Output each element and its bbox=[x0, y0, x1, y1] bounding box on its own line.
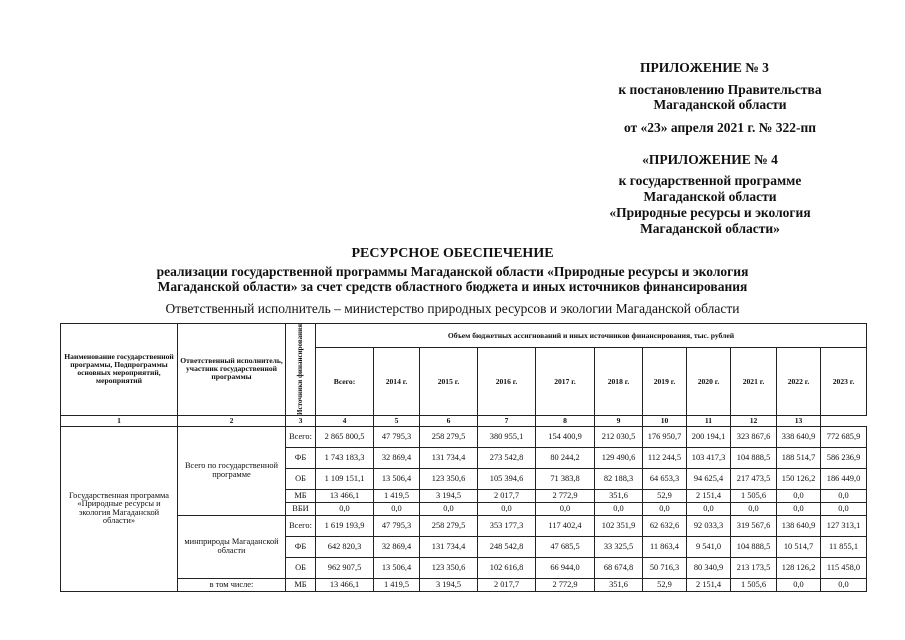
table-row bbox=[61, 426, 867, 447]
value-cell: 80 340,9 bbox=[687, 557, 731, 578]
value-cell: 248 542,8 bbox=[478, 536, 536, 557]
value-cell: 47 795,3 bbox=[374, 515, 420, 536]
col-number: 6 bbox=[420, 415, 478, 426]
value-cell: 188 514,7 bbox=[777, 447, 821, 468]
col-number: 4 bbox=[316, 415, 374, 426]
value-cell: 2 017,7 bbox=[478, 578, 536, 591]
col-number: 12 bbox=[731, 415, 777, 426]
value-cell: 10 514,7 bbox=[777, 536, 821, 557]
col-number: 9 bbox=[595, 415, 643, 426]
value-cell: 3 194,5 bbox=[420, 489, 478, 502]
value-cell: 13 506,4 bbox=[374, 557, 420, 578]
value-cell: 50 716,3 bbox=[643, 557, 687, 578]
col-header-source bbox=[286, 324, 316, 416]
value-cell: 2 017,7 bbox=[478, 489, 536, 502]
value-cell: 586 236,9 bbox=[821, 447, 867, 468]
document-subtitle-2: Магаданской области» за счет средств областного бюджета и иных источников финансирования bbox=[157, 279, 748, 294]
value-cell: 0,0 bbox=[687, 502, 731, 515]
value-cell: 115 458,0 bbox=[821, 557, 867, 578]
value-cell: 62 632,6 bbox=[643, 515, 687, 536]
col-header-year: 2020 г. bbox=[687, 348, 731, 416]
value-cell: 1 419,5 bbox=[374, 489, 420, 502]
value-cell: 138 640,9 bbox=[777, 515, 821, 536]
value-cell: 176 950,7 bbox=[643, 426, 687, 447]
value-cell: 213 173,5 bbox=[731, 557, 777, 578]
date-line: от «23» апреля 2021 г. № 322-пп bbox=[623, 120, 817, 135]
source-cell: Всего: bbox=[286, 426, 316, 447]
source-cell: ВБИ bbox=[286, 502, 316, 515]
value-cell: 0,0 bbox=[595, 502, 643, 515]
program-name-line: «Природные ресурсы и экология bbox=[609, 205, 811, 220]
col-header-executor: Ответственный исполнитель, участник государственной программы bbox=[178, 324, 286, 416]
source-cell: МБ bbox=[286, 489, 316, 502]
table-row bbox=[61, 515, 867, 536]
col-number: 13 bbox=[777, 415, 821, 426]
value-cell: 66 944,0 bbox=[536, 557, 595, 578]
table-row bbox=[61, 578, 867, 591]
col-header-year: 2017 г. bbox=[536, 348, 595, 416]
value-cell: 0,0 bbox=[777, 502, 821, 515]
program-region-line: Магаданской области bbox=[643, 189, 777, 204]
value-cell: 123 350,6 bbox=[420, 468, 478, 489]
document-title: РЕСУРСНОЕ ОБЕСПЕЧЕНИЕ bbox=[351, 246, 554, 261]
col-header-total: Всего: bbox=[316, 348, 374, 416]
value-cell: 0,0 bbox=[374, 502, 420, 515]
executor-ministry-cell: минприроды Магаданской области bbox=[178, 515, 286, 578]
source-cell: ФБ bbox=[286, 536, 316, 557]
col-header-year: 2023 г. bbox=[821, 348, 867, 416]
value-cell: 273 542,8 bbox=[478, 447, 536, 468]
value-cell: 80 244,2 bbox=[536, 447, 595, 468]
value-cell: 68 674,8 bbox=[595, 557, 643, 578]
value-cell: 127 313,1 bbox=[821, 515, 867, 536]
value-cell: 319 567,6 bbox=[731, 515, 777, 536]
value-cell: 1 743 183,3 bbox=[316, 447, 374, 468]
value-cell: 2 865 800,5 bbox=[316, 426, 374, 447]
value-cell: 0,0 bbox=[821, 489, 867, 502]
value-cell: 351,6 bbox=[595, 489, 643, 502]
value-cell: 11 855,1 bbox=[821, 536, 867, 557]
appendix-3-heading: ПРИЛОЖЕНИЕ № 3 bbox=[640, 60, 769, 75]
col-header-year: 2021 г. bbox=[731, 348, 777, 416]
program-name-cell: Государственная программа «Природные ресурсы и экология Магаданской области» bbox=[61, 426, 178, 591]
value-cell: 962 907,5 bbox=[316, 557, 374, 578]
value-cell: 1 505,6 bbox=[731, 489, 777, 502]
source-cell: МБ bbox=[286, 578, 316, 591]
source-cell: ФБ bbox=[286, 447, 316, 468]
value-cell: 380 955,1 bbox=[478, 426, 536, 447]
col-header-source-text: Источники финансирования bbox=[296, 324, 304, 415]
value-cell: 0,0 bbox=[420, 502, 478, 515]
col-number: 5 bbox=[374, 415, 420, 426]
value-cell: 112 244,5 bbox=[643, 447, 687, 468]
value-cell: 47 795,3 bbox=[374, 426, 420, 447]
source-cell: ОБ bbox=[286, 468, 316, 489]
resource-table bbox=[60, 323, 867, 592]
col-number: 11 bbox=[687, 415, 731, 426]
program-line: к государственной программе bbox=[618, 173, 802, 188]
value-cell: 0,0 bbox=[821, 578, 867, 591]
col-header-year: 2016 г. bbox=[478, 348, 536, 416]
value-cell: 154 400,9 bbox=[536, 426, 595, 447]
value-cell: 11 863,4 bbox=[643, 536, 687, 557]
col-number: 7 bbox=[478, 415, 536, 426]
value-cell: 353 177,3 bbox=[478, 515, 536, 536]
value-cell: 102 616,8 bbox=[478, 557, 536, 578]
value-cell: 71 383,8 bbox=[536, 468, 595, 489]
value-cell: 0,0 bbox=[536, 502, 595, 515]
value-cell: 32 869,4 bbox=[374, 536, 420, 557]
value-cell: 104 888,5 bbox=[731, 447, 777, 468]
value-cell: 52,9 bbox=[643, 489, 687, 502]
col-number: 3 bbox=[286, 415, 316, 426]
value-cell: 129 490,6 bbox=[595, 447, 643, 468]
executor-total-cell: Всего по государственной программе bbox=[178, 426, 286, 515]
value-cell: 351,6 bbox=[595, 578, 643, 591]
value-cell: 0,0 bbox=[316, 502, 374, 515]
value-cell: 52,9 bbox=[643, 578, 687, 591]
value-cell: 13 466,1 bbox=[316, 578, 374, 591]
col-header-volume: Объем бюджетных ассигнований и иных источников финансирования, тыс. рублей bbox=[316, 324, 867, 348]
value-cell: 0,0 bbox=[777, 578, 821, 591]
col-header-year: 2022 г. bbox=[777, 348, 821, 416]
value-cell: 338 640,9 bbox=[777, 426, 821, 447]
value-cell: 131 734,4 bbox=[420, 447, 478, 468]
col-header-year: 2015 г. bbox=[420, 348, 478, 416]
value-cell: 103 417,3 bbox=[687, 447, 731, 468]
value-cell: 128 126,2 bbox=[777, 557, 821, 578]
executor-including-cell: в том числе: bbox=[178, 578, 286, 591]
value-cell: 92 033,3 bbox=[687, 515, 731, 536]
program-name-line-2: Магаданской области» bbox=[640, 221, 780, 236]
value-cell: 13 466,1 bbox=[316, 489, 374, 502]
col-number: 2 bbox=[178, 415, 286, 426]
value-cell: 117 402,4 bbox=[536, 515, 595, 536]
responsible-executor: Ответственный исполнитель – министерство природных ресурсов и экологии Магаданской области bbox=[165, 301, 740, 316]
col-header-year: 2019 г. bbox=[643, 348, 687, 416]
value-cell: 0,0 bbox=[731, 502, 777, 515]
value-cell: 0,0 bbox=[643, 502, 687, 515]
value-cell: 323 867,6 bbox=[731, 426, 777, 447]
value-cell: 1 419,5 bbox=[374, 578, 420, 591]
appendix-4-heading: «ПРИЛОЖЕНИЕ № 4 bbox=[642, 152, 778, 167]
value-cell: 258 279,5 bbox=[420, 515, 478, 536]
value-cell: 0,0 bbox=[777, 489, 821, 502]
value-cell: 200 194,1 bbox=[687, 426, 731, 447]
value-cell: 258 279,5 bbox=[420, 426, 478, 447]
value-cell: 94 625,4 bbox=[687, 468, 731, 489]
value-cell: 3 194,5 bbox=[420, 578, 478, 591]
value-cell: 1 109 151,1 bbox=[316, 468, 374, 489]
col-header-year: 2014 г. bbox=[374, 348, 420, 416]
source-cell: ОБ bbox=[286, 557, 316, 578]
value-cell: 2 772,9 bbox=[536, 489, 595, 502]
value-cell: 1 619 193,9 bbox=[316, 515, 374, 536]
resolution-line: к постановлению Правительства bbox=[618, 82, 822, 97]
value-cell: 2 151,4 bbox=[687, 578, 731, 591]
value-cell: 2 772,9 bbox=[536, 578, 595, 591]
value-cell: 1 505,6 bbox=[731, 578, 777, 591]
value-cell: 47 685,5 bbox=[536, 536, 595, 557]
value-cell: 2 151,4 bbox=[687, 489, 731, 502]
region-line: Магаданской области bbox=[653, 97, 787, 112]
value-cell: 104 888,5 bbox=[731, 536, 777, 557]
value-cell: 82 188,3 bbox=[595, 468, 643, 489]
value-cell: 9 541,0 bbox=[687, 536, 731, 557]
col-header-year: 2018 г. bbox=[595, 348, 643, 416]
col-number: 8 bbox=[536, 415, 595, 426]
document-subtitle-1: реализации государственной программы Магаданской области «Природные ресурсы и экология bbox=[156, 264, 749, 279]
value-cell: 186 449,0 bbox=[821, 468, 867, 489]
col-header-name: Наименование государственной программы, Подпрограммы основных мероприятий, мероприятий bbox=[61, 324, 178, 416]
value-cell: 102 351,9 bbox=[595, 515, 643, 536]
value-cell: 105 394,6 bbox=[478, 468, 536, 489]
source-cell: Всего: bbox=[286, 515, 316, 536]
value-cell: 13 506,4 bbox=[374, 468, 420, 489]
col-number: 1 bbox=[61, 415, 178, 426]
value-cell: 0,0 bbox=[478, 502, 536, 515]
value-cell: 150 126,2 bbox=[777, 468, 821, 489]
value-cell: 33 325,5 bbox=[595, 536, 643, 557]
value-cell: 0,0 bbox=[821, 502, 867, 515]
col-number: 10 bbox=[643, 415, 687, 426]
value-cell: 217 473,5 bbox=[731, 468, 777, 489]
value-cell: 212 030,5 bbox=[595, 426, 643, 447]
value-cell: 64 653,3 bbox=[643, 468, 687, 489]
value-cell: 772 685,9 bbox=[821, 426, 867, 447]
value-cell: 123 350,6 bbox=[420, 557, 478, 578]
value-cell: 642 820,3 bbox=[316, 536, 374, 557]
value-cell: 131 734,4 bbox=[420, 536, 478, 557]
value-cell: 32 869,4 bbox=[374, 447, 420, 468]
